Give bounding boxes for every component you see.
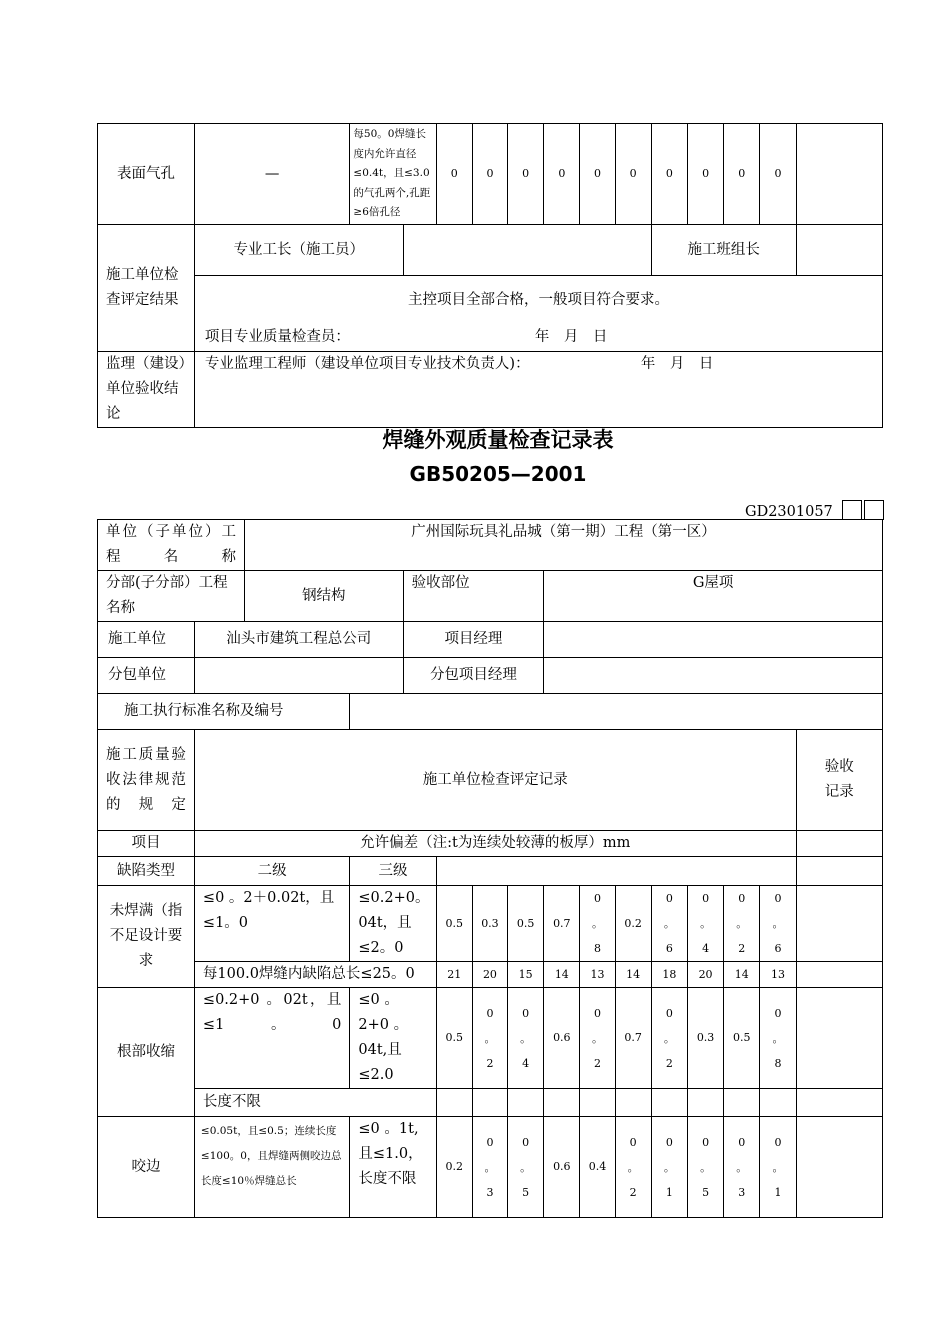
team-leader-value: [796, 225, 882, 276]
record-label: 施工单位检查评定记录: [194, 730, 796, 831]
underfill-total-acceptance: [796, 962, 882, 988]
contractor-value: 汕头市建筑工程总公司: [194, 622, 403, 658]
root-shrink-value: 0 。 4: [508, 988, 544, 1089]
pores-label: 表面气孔: [98, 124, 195, 225]
undercut-value: 0 。 3: [724, 1117, 760, 1218]
root-shrink-length-cell: [508, 1089, 544, 1117]
underfill-total-label: 每100.0焊缝内缺陷总长≤25。0: [194, 962, 436, 988]
root-shrink-length-cell: [615, 1089, 651, 1117]
underfill-grade2: ≤0 。2＋0.02t，且≤1。0: [194, 886, 349, 962]
undercut-value: 0 。 1: [760, 1117, 796, 1218]
underfill-value: 0 。 2: [724, 886, 760, 962]
root-shrink-value: 0.5: [724, 988, 760, 1089]
underfill-value: 0 。 4: [687, 886, 723, 962]
root-shrink-value: 0.6: [544, 988, 580, 1089]
tolerance-label: 允许偏差（注:t为连续处较薄的板厚）mm: [194, 831, 796, 857]
construction-result-label: 施工单位检查评定结果: [98, 225, 195, 352]
pores-grade2: —: [194, 124, 349, 225]
root-shrink-length-cell: [436, 1089, 472, 1117]
subcontractor-value: [194, 658, 403, 694]
top-continuation-table: [97, 123, 883, 428]
unit-label: 单位（子单位）工程名称: [98, 520, 245, 571]
pm-label: 项目经理: [403, 622, 544, 658]
pores-value: 0: [508, 124, 544, 225]
root-shrink-value: 0.5: [436, 988, 472, 1089]
pores-value: 0: [760, 124, 796, 225]
subcontractor-label: 分包单位: [98, 658, 195, 694]
doc-code: GD2301057: [745, 504, 833, 520]
underfill-value: 0 。 6: [651, 886, 687, 962]
item-acceptance: [796, 831, 882, 857]
standard-label: 施工执行标准名称及编号: [98, 694, 350, 730]
undercut-value: 0.2: [436, 1117, 472, 1218]
underfill-total: 14: [544, 962, 580, 988]
underfill-label: 未焊满（指不足设计要求: [98, 886, 195, 988]
undercut-label: 咬边: [98, 1117, 195, 1218]
pores-value: 0: [544, 124, 580, 225]
root-shrink-grade2: ≤0.2+0 。02t，且≤1。0: [194, 988, 349, 1089]
supervision-cell: [194, 352, 882, 428]
pores-row: [98, 124, 883, 225]
undercut-value: 0 。 1: [651, 1117, 687, 1218]
form-title: 焊缝外观质量检查记录表: [382, 428, 614, 452]
pores-value: 0: [724, 124, 760, 225]
sub-pm-value: [544, 658, 883, 694]
undercut-grade2: ≤0.05t，且≤0.5；连续长度≤100。0，且焊缝两侧咬边总长度≤10％焊缝总长: [194, 1117, 349, 1218]
pores-value: 0: [436, 124, 472, 225]
root-shrink-value: 0.3: [687, 988, 723, 1089]
underfill-total: 20: [472, 962, 507, 988]
undercut-acceptance: [796, 1117, 882, 1218]
item-label: 项目: [98, 831, 195, 857]
root-shrink-value: 0.7: [615, 988, 651, 1089]
defect-type-record: [436, 857, 796, 886]
root-shrink-length-cell: [724, 1089, 760, 1117]
root-shrink-length-cell: [544, 1089, 580, 1117]
underfill-value: 0 。 8: [580, 886, 615, 962]
contractor-label: 施工单位: [98, 622, 195, 658]
defect-type-label: 缺陷类型: [98, 857, 195, 886]
root-shrink-length-cell: [472, 1089, 507, 1117]
root-shrink-value: 0 。 2: [472, 988, 507, 1089]
undercut-value: 0 。 2: [615, 1117, 651, 1218]
subdivision-label: 分部(子分部）工程名称: [98, 571, 245, 622]
acceptance-part-value: G屋项: [544, 571, 883, 622]
weld-inspection-table: [97, 519, 883, 1218]
undercut-value: 0.4: [580, 1117, 615, 1218]
sub-pm-label: 分包项目经理: [403, 658, 544, 694]
underfill-total: 20: [687, 962, 723, 988]
root-shrink-length-cell: [687, 1089, 723, 1117]
root-shrink-length-label: 长度不限: [194, 1089, 436, 1117]
underfill-value: 0.7: [544, 886, 580, 962]
underfill-total: 21: [436, 962, 472, 988]
undercut-value: 0 。 5: [687, 1117, 723, 1218]
root-shrink-acceptance: [796, 988, 882, 1089]
underfill-value: 0.5: [436, 886, 472, 962]
checkbox-box-1: [842, 500, 862, 520]
subdivision-value: 钢结构: [244, 571, 403, 622]
root-shrink-value: 0 。 8: [760, 988, 796, 1089]
underfill-total: 15: [508, 962, 544, 988]
undercut-value: 0 。 5: [508, 1117, 544, 1218]
form-standard: GB50205—2001: [409, 462, 587, 486]
root-shrink-value: 0 。 2: [651, 988, 687, 1089]
spec-label: 施工质量验收法律规范的规定: [98, 730, 195, 831]
undercut-value: 0.6: [544, 1117, 580, 1218]
standard-value: [350, 694, 883, 730]
underfill-acceptance: [796, 886, 882, 962]
pm-value: [544, 622, 883, 658]
undercut-grade3: ≤0 。1t, 且≤1.0，长度不限: [350, 1117, 436, 1218]
supervision-label: 监理（建设）单位验收结论: [98, 352, 195, 428]
underfill-total: 13: [760, 962, 796, 988]
grade2-label: 二级: [194, 857, 349, 886]
supervisor-date: 年 月 日: [640, 356, 714, 372]
undercut-value: 0 。 3: [472, 1117, 507, 1218]
defect-type-acceptance: [796, 857, 882, 886]
pores-grade3: 每50。0焊缝长度内允许直径≤0.4t，且≤3.0的气孔两个,孔距≥6倍孔径: [350, 124, 436, 225]
underfill-total: 14: [615, 962, 651, 988]
team-leader-label: 施工班组长: [651, 225, 796, 276]
root-shrink-label: 根部收缩: [98, 988, 195, 1117]
result-text: 主控项目全部合格，一般项目符合要求。: [407, 292, 669, 308]
underfill-value: 0.5: [508, 886, 544, 962]
pores-value: 0: [651, 124, 687, 225]
grade3-label: 三级: [350, 857, 436, 886]
pores-value: 0: [687, 124, 723, 225]
acceptance-part-label: 验收部位: [403, 571, 544, 622]
pores-acceptance: [796, 124, 882, 225]
inspector-date: 年 月 日: [534, 329, 608, 345]
foreman-value: [403, 225, 651, 276]
pores-value: 0: [472, 124, 507, 225]
unit-value: 广州国际玩具礼品城（第一期）工程（第一区）: [244, 520, 882, 571]
acceptance-label: 验收记录: [796, 730, 882, 831]
root-shrink-grade3: ≤0 。2+0 。04t,且≤2.0: [350, 988, 436, 1089]
pores-value: 0: [615, 124, 651, 225]
result-cell: [194, 276, 882, 352]
underfill-total: 13: [580, 962, 615, 988]
root-shrink-value: 0 。 2: [580, 988, 615, 1089]
underfill-total: 18: [651, 962, 687, 988]
underfill-value: 0.2: [615, 886, 651, 962]
root-shrink-length-cell: [651, 1089, 687, 1117]
foreman-label: 专业工长（施工员）: [194, 225, 403, 276]
inspector-label: 项目专业质量检查员：: [204, 329, 350, 345]
root-shrink-length-cell: [580, 1089, 615, 1117]
supervisor-text: 专业监理工程师（建设单位项目专业技术负责人)：: [204, 356, 530, 372]
root-shrink-length-cell: [760, 1089, 796, 1117]
checkbox-box-2: [864, 500, 884, 520]
underfill-grade3: ≤0.2+0。04t，且≤2。0: [350, 886, 436, 962]
root-shrink-length-cell: [796, 1089, 882, 1117]
underfill-total: 14: [724, 962, 760, 988]
pores-value: 0: [580, 124, 615, 225]
underfill-value: 0.3: [472, 886, 507, 962]
underfill-value: 0 。 6: [760, 886, 796, 962]
